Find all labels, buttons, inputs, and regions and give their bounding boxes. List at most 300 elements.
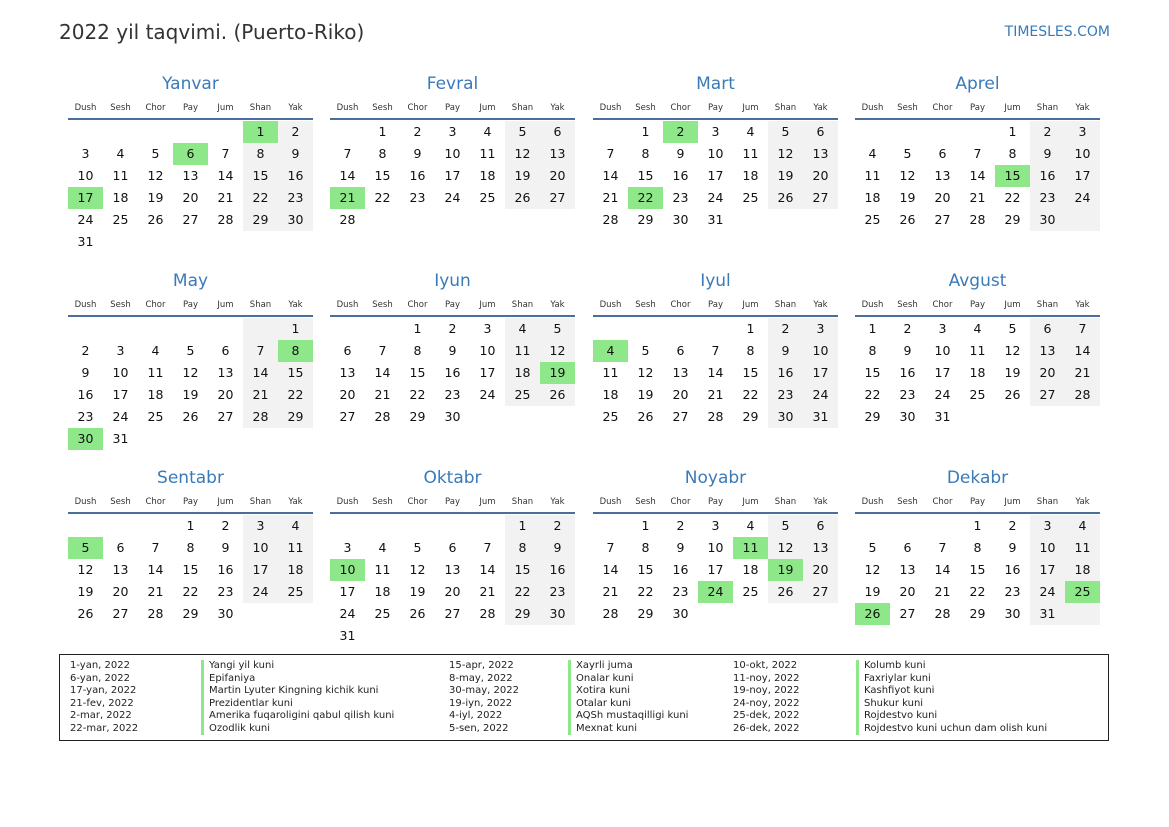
site-link[interactable]: TIMESLES.COM [1004,24,1110,40]
month-name: Iyun [434,271,471,291]
weekday-label: Jum [742,497,759,507]
day-cell: 9 [781,343,790,358]
day-cell: 26 [77,606,94,621]
weekday-label: Shan [1036,497,1059,507]
day-cell: 30 [287,212,304,227]
day-cell: 31 [934,409,951,424]
month-name: Oktabr [423,468,482,488]
day-cell: 23 [672,584,689,599]
holiday-day: 4 [593,340,628,362]
day-cell: 9 [448,343,457,358]
legend-dates [733,660,800,735]
day-cell: 12 [147,168,164,183]
day-cell: 1 [746,321,755,336]
day-cell: 17 [934,365,951,380]
day-cell: 13 [812,146,829,161]
day-cell: 28 [602,606,619,621]
day-cell: 6 [221,343,230,358]
day-cell: 29 [409,409,426,424]
day-cell: 1 [518,518,527,533]
day-cell: 14 [479,562,496,577]
day-cell: 24 [252,584,269,599]
day-cell: 3 [116,343,125,358]
day-cell: 11 [514,343,531,358]
day-cell: 20 [549,168,566,183]
day-cell: 14 [1074,343,1091,358]
day-cell: 21 [602,190,619,205]
day-cell: 11 [602,365,619,380]
weekday-label: Shan [774,497,797,507]
day-cell: 2 [781,321,790,336]
day-cell: 12 [77,562,94,577]
weekday-label: Chor [670,300,691,310]
weekday-label: Yak [1075,497,1090,507]
day-cell: 27 [339,409,356,424]
weekday-label: Yak [550,103,565,113]
day-cell: 30 [549,606,566,621]
month-fevral [330,74,575,264]
day-cell: 29 [969,606,986,621]
weekday-label: Dush [599,497,622,507]
day-cell: 12 [1004,343,1021,358]
month-aprel [855,74,1100,264]
day-cell: 27 [812,584,829,599]
day-cell: 18 [969,365,986,380]
weekday-label: Jum [479,497,496,507]
legend-holiday-name: Martin Lyuter Kingning kichik kuni [201,685,394,698]
legend-date: 22-mar, 2022 [70,722,139,734]
holiday-day: 10 [330,559,365,581]
day-cell: 27 [672,409,689,424]
weekday-label: Jum [479,103,496,113]
holiday-day: 25 [1065,581,1100,603]
day-cell: 18 [1074,562,1091,577]
day-cell: 17 [812,365,829,380]
day-cell: 26 [637,409,654,424]
day-cell: 16 [217,562,234,577]
day-cell: 13 [339,365,356,380]
month-name: Sentabr [157,468,224,488]
holiday-day: 11 [733,537,768,559]
holiday-day: 8 [278,340,313,362]
day-cell: 10 [77,168,94,183]
day-cell: 15 [374,168,391,183]
legend-dates [449,660,519,735]
day-cell: 26 [1004,387,1021,402]
day-cell: 21 [217,190,234,205]
header-divider [593,315,838,317]
header-divider [330,118,575,120]
day-cell: 11 [969,343,986,358]
day-cell: 23 [217,584,234,599]
month-name: Yanvar [162,74,219,94]
day-cell: 23 [549,584,566,599]
day-cell: 28 [969,212,986,227]
day-cell: 28 [339,212,356,227]
day-cell: 8 [1008,146,1017,161]
legend-holiday-name: Epifaniya [201,673,394,686]
month-iyun [330,271,575,461]
day-cell: 31 [707,212,724,227]
weekday-label: Chor [407,497,428,507]
day-cell: 12 [637,365,654,380]
day-cell: 25 [479,190,496,205]
day-cell: 5 [641,343,650,358]
day-cell: 3 [816,321,825,336]
month-name: Noyabr [684,468,747,488]
weekday-label: Shan [249,103,272,113]
weekday-label: Shan [249,300,272,310]
day-cell: 14 [602,168,619,183]
weekday-label: Jum [1004,300,1021,310]
holiday-legend [59,654,1109,741]
day-cell: 28 [602,212,619,227]
month-name: Iyul [700,271,731,291]
holiday-day: 22 [628,187,663,209]
weekday-label: Jum [742,300,759,310]
day-cell: 6 [816,518,825,533]
day-cell: 18 [864,190,881,205]
legend-holiday-name: Faxriylar kuni [856,673,1047,686]
day-cell: 1 [1008,124,1017,139]
day-cell: 4 [483,124,492,139]
day-cell: 3 [448,124,457,139]
day-cell: 7 [378,343,387,358]
day-cell: 23 [777,387,794,402]
weekday-label: Sesh [897,497,918,507]
legend-holiday-name: Rojdestvo kuni uchun dam olish kuni [856,723,1047,736]
day-cell: 21 [252,387,269,402]
header-divider [68,512,313,514]
day-cell: 27 [182,212,199,227]
weekday-label: Yak [813,300,828,310]
day-cell: 13 [112,562,129,577]
day-cell: 11 [287,540,304,555]
weekday-label: Shan [511,497,534,507]
day-cell: 23 [1004,584,1021,599]
weekday-label: Dush [599,300,622,310]
weekday-label: Sesh [110,103,131,113]
day-cell: 17 [444,168,461,183]
day-cell: 9 [81,365,90,380]
day-cell: 12 [514,146,531,161]
day-cell: 23 [77,409,94,424]
day-cell: 17 [707,168,724,183]
day-cell: 29 [287,409,304,424]
day-cell: 23 [409,190,426,205]
legend-holiday-name: Otalar kuni [568,698,688,711]
month-noyabr [593,468,838,658]
day-cell: 16 [77,387,94,402]
day-cell: 1 [641,124,650,139]
day-cell: 8 [641,540,650,555]
day-cell: 24 [812,387,829,402]
day-cell: 20 [339,387,356,402]
day-cell: 13 [934,168,951,183]
weekday-label: Yak [288,103,303,113]
day-cell: 22 [287,387,304,402]
day-cell: 14 [339,168,356,183]
day-cell: 28 [1074,387,1091,402]
day-cell: 29 [637,212,654,227]
day-cell: 31 [77,234,94,249]
legend-date: 2-mar, 2022 [70,710,132,721]
weekday-label: Pay [183,497,198,507]
day-cell: 26 [147,212,164,227]
holiday-day: 17 [68,187,103,209]
header-divider [855,512,1100,514]
day-cell: 27 [444,606,461,621]
day-cell: 21 [707,387,724,402]
day-cell: 23 [287,190,304,205]
day-cell: 15 [514,562,531,577]
holiday-day: 21 [330,187,365,209]
day-cell: 18 [479,168,496,183]
day-cell: 24 [1039,584,1056,599]
month-name: Mart [696,74,735,94]
weekday-label: Yak [813,497,828,507]
day-cell: 26 [409,606,426,621]
page-title: 2022 yil taqvimi. (Puerto-Riko) [59,20,365,44]
weekday-label: Pay [970,497,985,507]
day-cell: 23 [899,387,916,402]
day-cell: 11 [374,562,391,577]
legend-date: 24-noy, 2022 [733,697,800,709]
weekday-label: Jum [479,300,496,310]
day-cell: 28 [147,606,164,621]
weekday-label: Pay [708,497,723,507]
day-cell: 26 [182,409,199,424]
day-cell: 3 [256,518,265,533]
day-cell: 18 [742,562,759,577]
month-sentabr [68,468,313,658]
day-cell: 17 [1074,168,1091,183]
day-cell: 8 [186,540,195,555]
day-cell: 16 [287,168,304,183]
day-cell: 10 [252,540,269,555]
day-cell: 29 [182,606,199,621]
month-avgust [855,271,1100,461]
day-cell: 21 [1074,365,1091,380]
weekday-label: Yak [288,300,303,310]
legend-date: 26-dek, 2022 [733,722,800,734]
day-cell: 25 [147,409,164,424]
day-cell: 12 [549,343,566,358]
day-cell: 8 [518,540,527,555]
day-cell: 23 [1039,190,1056,205]
day-cell: 7 [221,146,230,161]
legend-date: 25-dek, 2022 [733,710,800,721]
day-cell: 4 [973,321,982,336]
weekday-label: Pay [445,497,460,507]
day-cell: 21 [602,584,619,599]
weekday-label: Chor [670,497,691,507]
day-cell: 4 [518,321,527,336]
day-cell: 19 [147,190,164,205]
day-cell: 28 [217,212,234,227]
day-cell: 9 [1008,540,1017,555]
weekday-label: Chor [932,497,953,507]
weekday-label: Sesh [372,103,393,113]
day-cell: 3 [711,124,720,139]
day-cell: 18 [112,190,129,205]
day-cell: 8 [868,343,877,358]
day-cell: 6 [676,343,685,358]
day-cell: 17 [339,584,356,599]
month-name: Avgust [948,271,1007,291]
day-cell: 6 [1043,321,1052,336]
day-cell: 29 [514,606,531,621]
day-cell: 16 [777,365,794,380]
day-cell: 28 [934,606,951,621]
day-cell: 1 [641,518,650,533]
day-cell: 9 [676,146,685,161]
month-name: May [172,271,209,291]
weekday-label: Yak [813,103,828,113]
day-cell: 6 [938,146,947,161]
weekday-label: Chor [932,103,953,113]
day-cell: 21 [934,584,951,599]
day-cell: 21 [374,387,391,402]
day-cell: 27 [112,606,129,621]
header-divider [68,315,313,317]
day-cell: 23 [444,387,461,402]
day-cell: 26 [549,387,566,402]
day-cell: 25 [742,584,759,599]
day-cell: 12 [777,146,794,161]
day-cell: 7 [256,343,265,358]
day-cell: 22 [1004,190,1021,205]
holiday-day: 19 [540,362,575,384]
day-cell: 31 [339,628,356,643]
weekday-label: Jum [217,103,234,113]
day-cell: 10 [444,146,461,161]
day-cell: 5 [903,146,912,161]
legend-date: 11-noy, 2022 [733,672,800,684]
day-cell: 28 [479,606,496,621]
day-cell: 20 [1039,365,1056,380]
day-cell: 9 [1043,146,1052,161]
day-cell: 15 [637,168,654,183]
day-cell: 3 [343,540,352,555]
weekday-label: Shan [1036,300,1059,310]
day-cell: 30 [777,409,794,424]
day-cell: 2 [221,518,230,533]
weekday-label: Dush [336,497,359,507]
legend-holiday-name: Yangi yil kuni [201,660,394,673]
weekday-label: Yak [288,497,303,507]
day-cell: 26 [514,190,531,205]
weekday-label: Yak [1075,300,1090,310]
day-cell: 5 [186,343,195,358]
day-cell: 12 [182,365,199,380]
day-cell: 9 [553,540,562,555]
day-cell: 30 [672,606,689,621]
day-cell: 19 [1004,365,1021,380]
day-cell: 14 [217,168,234,183]
day-cell: 28 [707,409,724,424]
day-cell: 24 [77,212,94,227]
weekday-label: Sesh [635,103,656,113]
day-cell: 27 [1039,387,1056,402]
day-cell: 12 [899,168,916,183]
month-yanvar [68,74,313,264]
day-cell: 7 [151,540,160,555]
day-cell: 3 [483,321,492,336]
day-cell: 10 [479,343,496,358]
weekday-label: Pay [708,300,723,310]
day-cell: 19 [637,387,654,402]
day-cell: 2 [1008,518,1017,533]
day-cell: 31 [112,431,129,446]
day-cell: 4 [746,518,755,533]
day-cell: 1 [973,518,982,533]
day-cell: 17 [707,562,724,577]
weekday-label: Sesh [897,103,918,113]
legend-holiday-name: Onalar kuni [568,673,688,686]
day-cell: 1 [291,321,300,336]
day-cell: 13 [1039,343,1056,358]
day-cell: 16 [409,168,426,183]
day-cell: 11 [1074,540,1091,555]
day-cell: 25 [514,387,531,402]
day-cell: 14 [374,365,391,380]
day-cell: 7 [606,540,615,555]
weekday-label: Shan [1036,103,1059,113]
day-cell: 26 [777,584,794,599]
day-cell: 16 [1004,562,1021,577]
day-cell: 4 [151,343,160,358]
day-cell: 13 [672,365,689,380]
header-divider [68,118,313,120]
day-cell: 10 [1074,146,1091,161]
month-oktabr [330,468,575,658]
weekday-label: Chor [145,497,166,507]
day-cell: 28 [374,409,391,424]
day-cell: 6 [343,343,352,358]
legend-names [856,660,1047,735]
day-cell: 13 [812,540,829,555]
weekday-label: Jum [1004,103,1021,113]
legend-holiday-name: Xayrli juma [568,660,688,673]
header-divider [855,118,1100,120]
legend-holiday-name: AQSh mustaqilligi kuni [568,710,688,723]
day-cell: 18 [287,562,304,577]
day-cell: 7 [483,540,492,555]
day-cell: 30 [899,409,916,424]
day-cell: 25 [374,606,391,621]
day-cell: 19 [777,168,794,183]
day-cell: 10 [934,343,951,358]
header-divider [593,512,838,514]
legend-date: 30-may, 2022 [449,685,519,696]
holiday-day: 15 [995,165,1030,187]
day-cell: 4 [868,146,877,161]
month-name: Dekabr [946,468,1009,488]
day-cell: 18 [147,387,164,402]
weekday-label: Shan [511,103,534,113]
day-cell: 22 [409,387,426,402]
day-cell: 20 [217,387,234,402]
legend-date: 1-yan, 2022 [70,660,130,671]
day-cell: 29 [252,212,269,227]
day-cell: 19 [182,387,199,402]
weekday-label: Yak [550,300,565,310]
holiday-day: 2 [663,121,698,143]
day-cell: 30 [217,606,234,621]
day-cell: 4 [378,540,387,555]
day-cell: 26 [777,190,794,205]
